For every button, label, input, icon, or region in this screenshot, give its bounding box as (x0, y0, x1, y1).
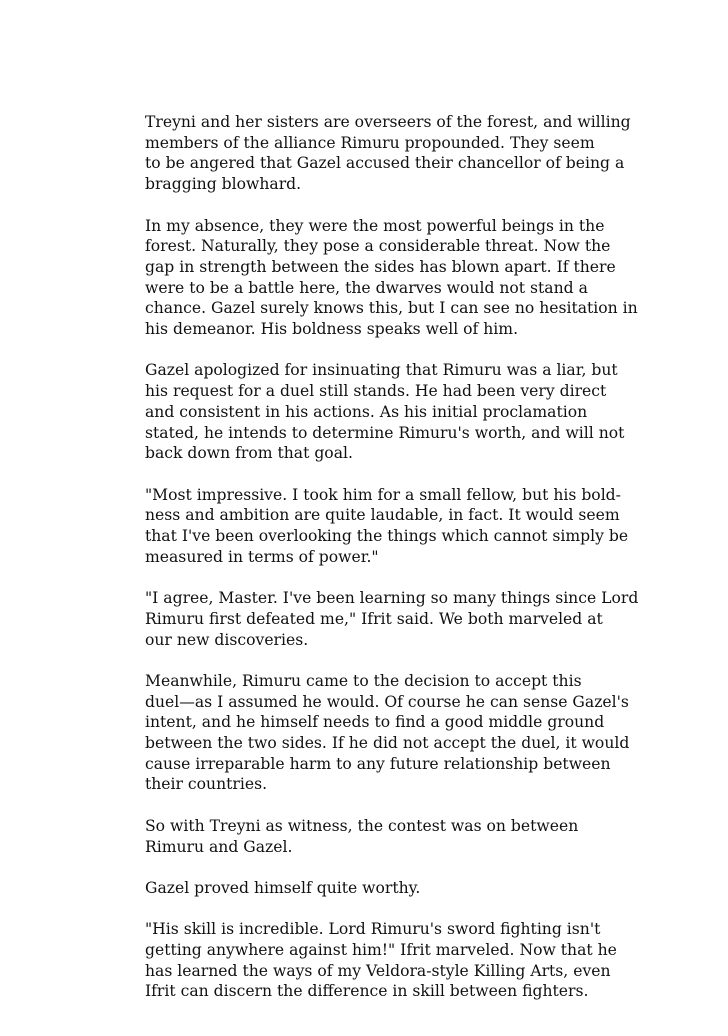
text-line: Gazel apologized for insinuating that Rimuru was a liar, but (145, 361, 618, 380)
text-line: members of the alliance Rimuru propounded. They seem (145, 133, 595, 152)
text-line: Rimuru first defeated me," Ifrit said. We both marveled at (145, 609, 603, 628)
text-line: measured in terms of power." (145, 547, 379, 566)
text-line: Meanwhile, Rimuru came to the decision to accept this (145, 671, 582, 690)
text-line: "I agree, Master. I've been learning so many things since Lord (145, 589, 639, 608)
text-line: So with Treyni as witness, the contest was on between (145, 816, 579, 835)
paragraph (145, 919, 617, 1002)
text-line: Rimuru and Gazel. (145, 837, 293, 856)
paragraph (145, 816, 585, 857)
text-line: were to be a battle here, the dwarves would not stand a (145, 278, 588, 297)
book-page (145, 112, 639, 1023)
paragraph (145, 216, 638, 340)
text-line: "His skill is incredible. Lord Rimuru's sword fighting isn't (145, 920, 601, 939)
text-line: ness and ambition are quite laudable, in fact. It would seem (145, 506, 620, 525)
text-line: gap in strength between the sides has blown apart. If there (145, 257, 616, 276)
text-line: cause irreparable harm to any future relationship between (145, 754, 611, 773)
paragraph (145, 588, 639, 650)
paragraph (145, 112, 631, 195)
text-line: forest. Naturally, they pose a considerable threat. Now the (145, 237, 611, 256)
paragraph (145, 671, 630, 795)
text-line: back down from that goal. (145, 444, 353, 463)
text-line: bragging blowhard. (145, 175, 302, 194)
text-line: stated, he intends to determine Rimuru's worth, and will not (145, 423, 625, 442)
text-line: duel—as I assumed he would. Of course he can sense Gazel's (145, 692, 629, 711)
text-line: chance. Gazel surely knows this, but I can see no hesitation in (145, 299, 638, 318)
text-line: his request for a duel still stands. He had been very direct (145, 382, 607, 401)
text-line: getting anywhere against him!" Ifrit marveled. Now that he (145, 941, 617, 959)
text-line: that I've been overlooking the things which cannot simply be (145, 527, 629, 546)
text-line: intent, and he himself needs to find a good middle ground (145, 713, 605, 732)
text-line: our new discoveries. (145, 630, 309, 649)
text-line: "Most impressive. I took him for a small fellow, but his bold- (145, 485, 621, 504)
paragraph (145, 485, 629, 568)
paragraph (145, 360, 625, 464)
text-line: between the two sides. If he did not accept the duel, it would (145, 734, 630, 753)
text-line: Ifrit can discern the difference in skill between fighters. (145, 982, 589, 1001)
text-line: Gazel proved himself quite worthy. (145, 878, 421, 897)
text-line: and consistent in his actions. As his initial proclamation (145, 402, 588, 421)
text-line: to be angered that Gazel accused their chancellor of being a (145, 154, 625, 173)
text-line: their countries. (145, 775, 268, 794)
paragraph (145, 878, 585, 899)
text-line: Treyni and her sisters are overseers of the forest, and willing (145, 113, 631, 131)
text-line: In my absence, they were the most powerful beings in the (145, 216, 605, 235)
text-line: has learned the ways of my Veldora-style Killing Arts, even (145, 961, 611, 980)
text-line: his demeanor. His boldness speaks well of him. (145, 320, 519, 339)
